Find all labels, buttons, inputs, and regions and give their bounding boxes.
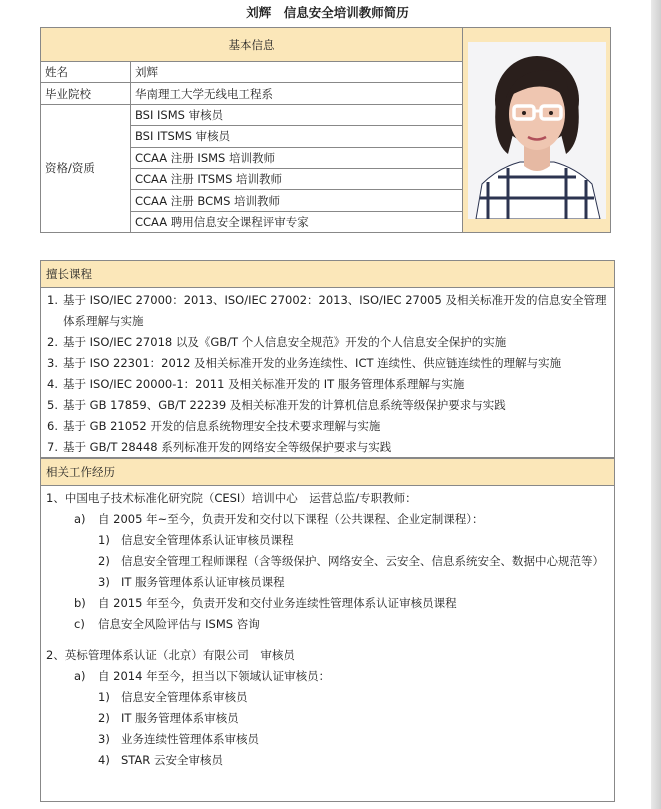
qualification-item: CCAA 注册 ISMS 培训教师 [131, 147, 463, 168]
course-item: 5. 基于 GB 17859、GB/T 22239 及相关标准开发的计算机信息系统等级保护要求与实践 [47, 398, 506, 412]
job-duty-item: 4) STAR 云安全审核员 [98, 753, 223, 767]
school-label: 毕业院校 [41, 83, 131, 104]
experience-list [41, 486, 614, 771]
qualification-label: 资格/资质 [41, 104, 131, 232]
qualification-item: CCAA 聘用信息安全课程评审专家 [131, 211, 463, 232]
job-duty-item: 1) 信息安全管理体系审核员 [98, 690, 248, 704]
experience-section [40, 458, 615, 802]
job-duty-item: 2) 信息安全管理工程师课程（含等级保护、网络安全、云安全、信息系统安全、数据中心规范等） [98, 554, 604, 568]
course-item: 2. 基于 ISO/IEC 27018 以及《GB/T 个人信息安全规范》开发的个人信息安全保护的实施 [47, 335, 507, 349]
qualification-item: CCAA 注册 ITSMS 培训教师 [131, 168, 463, 189]
name-value: 刘辉 [131, 62, 463, 83]
course-item: 3. 基于 ISO 22301：2012 及相关标准开发的业务连续性、ICT 连续性、供应链连续性的理解与实施 [47, 356, 562, 370]
job-duty: a) 自 2014 年至今，担当以下领域认证审核员： [74, 669, 331, 683]
qualification-item: BSI ITSMS 审核员 [131, 126, 463, 147]
basic-info-table [40, 27, 611, 233]
job-duty-item: 1) 信息安全管理体系认证审核员课程 [98, 533, 294, 547]
name-label: 姓名 [41, 62, 131, 83]
courses-list [41, 288, 614, 458]
job-duty: a) 自 2005 年~至今，负责开发和交付以下课程（公共课程、企业定制课程）： [74, 512, 484, 526]
experience-header: 相关工作经历 [41, 459, 614, 486]
page-edge-shadow [651, 0, 661, 809]
job-duty-item: 3) 业务连续性管理体系审核员 [98, 732, 259, 746]
course-item: 7. 基于 GB/T 28448 系列标准开发的网络安全等级保护要求与实践 [47, 440, 392, 454]
course-item: 1. 基于 ISO/IEC 27000：2013、ISO/IEC 27002：2013、ISO/IEC 27005 及相关标准开发的信息安全管理体系理解与实施 [47, 293, 607, 328]
job-duty-item: 2) IT 服务管理体系审核员 [98, 711, 239, 725]
photo-cell [463, 28, 611, 233]
job-duty: b) 自 2015 年至今，负责开发和交付业务连续性管理体系认证审核员课程 [74, 596, 457, 610]
school-value: 华南理工大学无线电工程系 [131, 83, 463, 104]
profile-photo [468, 42, 606, 219]
qualification-item: BSI ISMS 审核员 [131, 104, 463, 125]
course-item: 6. 基于 GB 21052 开发的信息系统物理安全技术要求理解与实施 [47, 419, 381, 433]
basic-info-header: 基本信息 [41, 28, 463, 62]
page-title: 刘辉 信息安全培训教师简历 [246, 5, 409, 20]
course-item: 4. 基于 ISO/IEC 20000-1：2011 及相关标准开发的 IT 服务管理体系理解与实施 [47, 377, 465, 391]
job-title: 2、英标管理体系认证（北京）有限公司 审核员 [46, 648, 295, 662]
job-title: 1、中国电子技术标准化研究院（CESI）培训中心 运营总监/专职教师： [46, 491, 417, 505]
courses-section [40, 260, 615, 458]
courses-header: 擅长课程 [41, 261, 614, 288]
job-duty-item: 3) IT 服务管理体系认证审核员课程 [98, 575, 285, 589]
job-duty: c) 信息安全风险评估与 ISMS 咨询 [74, 617, 260, 631]
qualification-item: CCAA 注册 BCMS 培训教师 [131, 190, 463, 211]
